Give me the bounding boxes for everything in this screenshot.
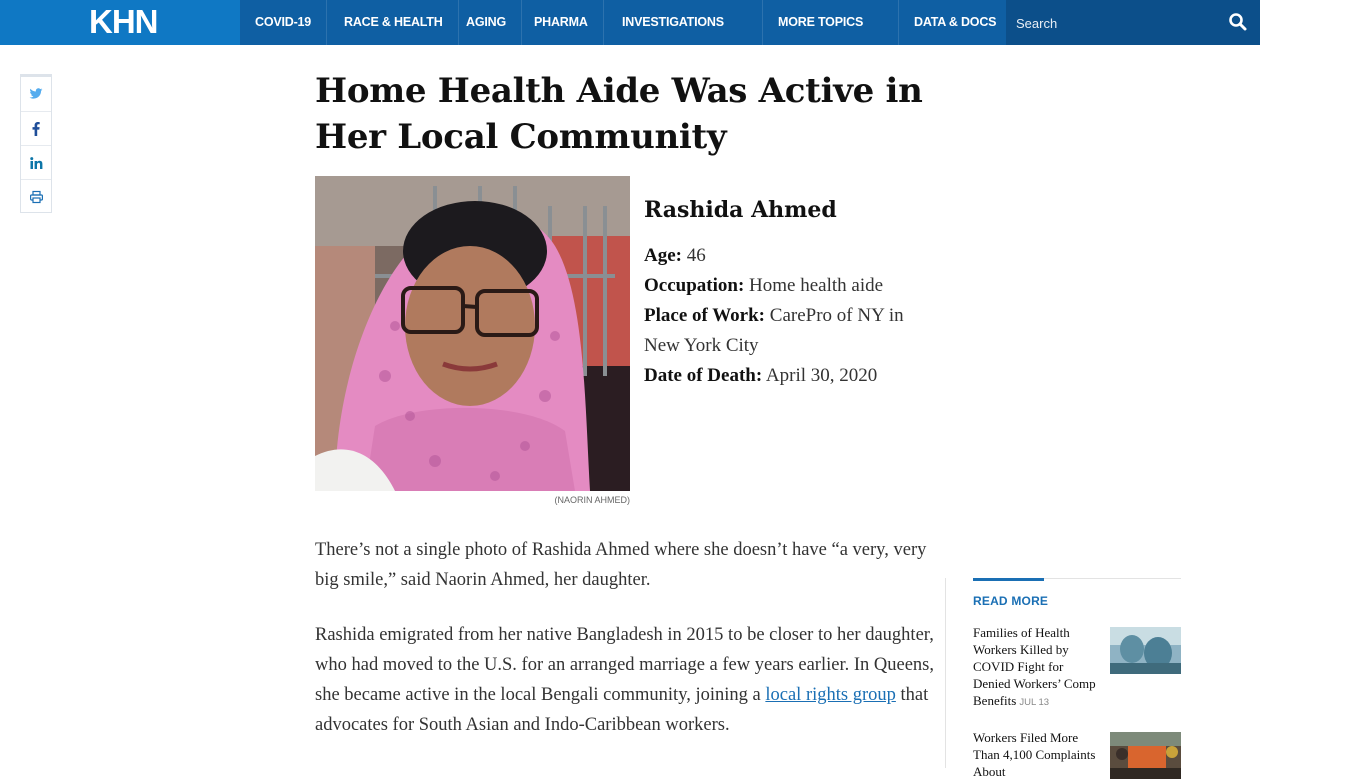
search-input[interactable] [1016, 11, 1216, 35]
nav-item-aging[interactable]: AGING [451, 0, 522, 45]
fact-age [644, 241, 934, 271]
fact-label: Occupation: [644, 275, 745, 296]
read-more-title: READ MORE [973, 594, 1049, 608]
fact-value: 46 [686, 245, 706, 266]
fact-occupation [644, 271, 934, 301]
facebook-icon [32, 122, 40, 136]
photo-credit: (NAORIN AHMED) [554, 495, 630, 505]
fact-place-of-work [644, 301, 934, 361]
article-paragraph-2: Rashida emigrated from her native Bangladesh in 2015 to be closer to her daughter, who had moved to the U.S. for an arranged marriage a few years earlier. In Queens, she became active in the local Bengali community, joining a local rights group that advocates for South Asian and Indo-Caribbean workers. [315, 625, 934, 735]
fact-value: April 30, 2020 [765, 365, 878, 386]
nav-item-covid-19[interactable]: COVID-19 [240, 0, 327, 45]
print-icon [30, 191, 43, 203]
nav-item-pharma[interactable]: PHARMA [519, 0, 604, 45]
twitter-share-button[interactable] [21, 77, 51, 111]
read-more-sidebar [945, 578, 1185, 779]
read-more-accent [973, 578, 1044, 581]
read-more-thumbnail[interactable] [1110, 627, 1181, 674]
fact-label: Date of Death: [644, 365, 763, 386]
search-icon[interactable] [1228, 12, 1248, 32]
fact-date-of-death [644, 361, 934, 391]
twitter-icon [29, 88, 43, 100]
read-more-date: JUL 13 [1019, 697, 1050, 708]
print-button[interactable] [21, 179, 51, 213]
article-paragraph-1: There’s not a single photo of Rashida Ahmed where she doesn’t have “a very, very big smile,” said Naorin Ahmed, her daughter. [315, 540, 927, 590]
share-rail [20, 74, 52, 213]
fact-label: Age: [644, 245, 682, 266]
nav-item-data-docs[interactable]: DATA & DOCS [914, 15, 997, 29]
read-more-thumbnail[interactable] [1110, 732, 1181, 779]
fact-value: CarePro of NY in New York City [644, 305, 904, 356]
profile-photo [315, 176, 630, 491]
nav-item-race-health[interactable]: RACE & HEALTH [329, 0, 459, 45]
local-rights-group-link[interactable]: local rights group [765, 685, 896, 705]
linkedin-share-button[interactable] [21, 145, 51, 179]
article-headline: Home Health Aide Was Active in Her Local Community [315, 71, 923, 157]
read-more-headline[interactable]: Families of Health Workers Killed by COVID Fight for Denied Workers’ Comp Benefits [973, 625, 1096, 708]
fact-label: Place of Work: [644, 305, 766, 326]
nav-item-investigations[interactable]: INVESTIGATIONS [607, 0, 763, 45]
facebook-share-button[interactable] [21, 111, 51, 145]
nav-item-more-topics[interactable]: MORE TOPICS [763, 0, 899, 45]
linkedin-icon [30, 157, 43, 169]
read-more-headline[interactable]: Workers Filed More Than 4,100 Complaints About [973, 730, 1096, 779]
fact-value: Home health aide [749, 275, 884, 296]
profile-name: Rashida Ahmed [644, 197, 837, 223]
khn-logo[interactable]: KHN [89, 3, 158, 40]
profile-facts [644, 241, 934, 391]
